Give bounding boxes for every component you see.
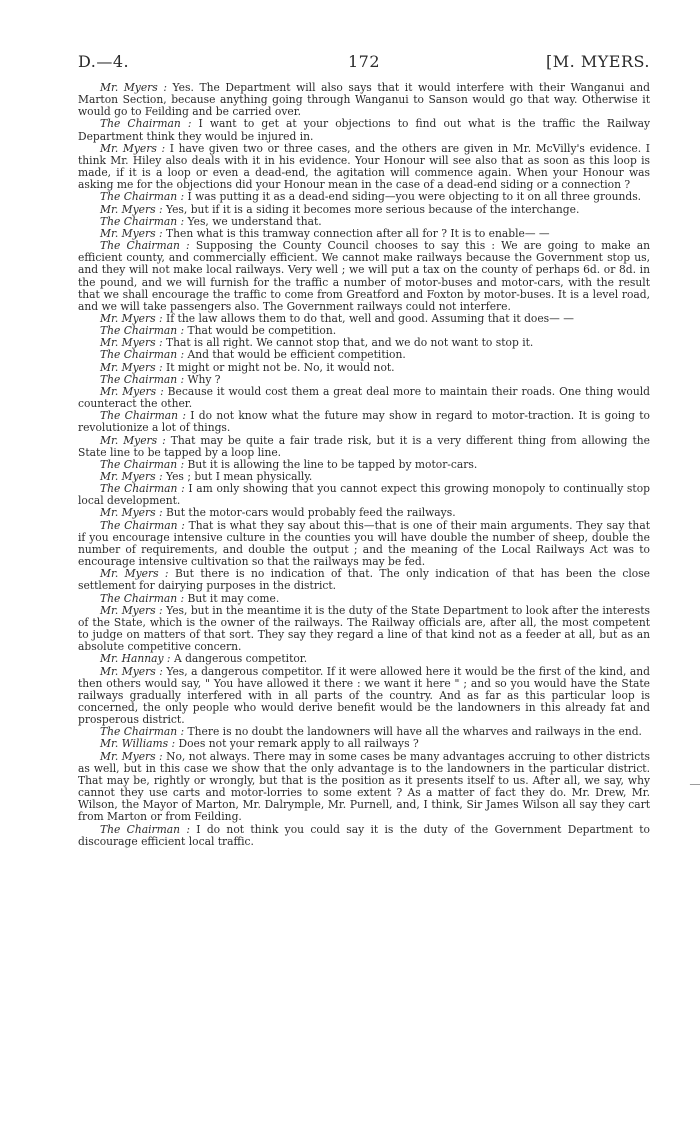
- witness-name: [M. MYERS.: [546, 52, 650, 71]
- paragraph-text: Yes. The Department will also says that it would interfere with their Wanganui and Marton Section, because anything going through Wanganui to Sanson would go that way. Otherwise it would go to Feilding and be carried over.: [78, 81, 650, 119]
- paragraph-text: I do not know what the future may show in regard to motor-traction. It is going to revolutionize a lot of things.: [78, 409, 650, 435]
- paragraph-text: Why ?: [187, 372, 221, 386]
- margin-dash-mark: —: [690, 779, 700, 790]
- paragraph-text: Then what is this tramway connection after all for ? It is to enable— —: [165, 226, 550, 240]
- paragraph-text: But there is no indication of that. The only indication of that has been the close settlement for dairying purposes in the district.: [78, 567, 650, 593]
- speaker: Mr. Myers :: [100, 433, 166, 447]
- speaker: Mr. Myers :: [100, 141, 166, 155]
- speaker: Mr. Myers :: [100, 336, 163, 350]
- speaker: The Chairman :: [100, 409, 186, 423]
- speaker: The Chairman :: [100, 190, 185, 204]
- speaker: Mr. Myers :: [100, 311, 163, 325]
- speaker: The Chairman :: [100, 239, 190, 253]
- paragraph: [78, 386, 650, 410]
- speaker: Mr. Myers :: [100, 603, 163, 617]
- paragraph-text: I have given two or three cases, and the others are given in Mr. McVilly's evidence. I think Mr. Hiley also deals with it in his evidence. Your Honour will see also that as soon as this loop is made, if it is a loop or even a dead-end, the agitation will commence again. When your Honour was asking me for the objections did your Honour mean in the case of a dead-end siding or a connection ?: [78, 141, 650, 192]
- paragraph-text: That may be quite a fair trade risk, but it is a very different thing from allowing the State line to be tapped by a loop line.: [78, 433, 650, 459]
- paragraph: [78, 520, 650, 569]
- paragraph-text: Supposing the County Council chooses to say this : We are going to make an efficient county, and commercially efficient. We cannot make railways because the Government stop us, and they will not make local railways. Very well ; we will put a tax on the county of perhaps 6d. or 8d. in the pound, and we will furnish for the traffic a number of motor-buses and motor-cars, with the result that we shall encourage the traffic to come from Greatford and Foxton by motor-buses. It is a level road, and we will take passengers also. The Government railways could not interfere.: [78, 239, 650, 313]
- paragraph: [78, 435, 650, 459]
- paragraph: [78, 483, 650, 507]
- paragraph: [78, 410, 650, 434]
- paragraph-text: Does not your remark apply to all railways ?: [178, 737, 419, 751]
- transcript-body: [78, 82, 650, 848]
- speaker: The Chairman :: [100, 372, 185, 386]
- paragraph-text: That is what they say about this—that is one of their main arguments. They say that if you encourage intensive culture in the counties you will have double the number of sheep, double the number of requirements, and double the output ; and the meaning of the Local Railways Act was to encourage intensive cultivation so that the railways may be fed.: [78, 518, 650, 569]
- paragraph-text: Yes, but in the meantime it is the duty of the State Department to look after the interests of the State, which is the owner of the railways. The Railway officials are, after all, the most competent to judge on matters of that sort. They say they regard a line of that kind not as a feeder at all, but as an absolute competitive concern.: [78, 603, 650, 654]
- paragraph-text: But it may come.: [187, 591, 280, 605]
- paragraph-text: Yes, a dangerous competitor. If it were allowed here it would be the first of the kind, and then others would say, " You have allowed it there : we want it here " ; and so you would have the State railways gradually interfered with in all parts of the country. And as far as this particular loop is concerned, the only people who would derive benefit would be the landowners in this already fat and prosperous district.: [78, 664, 650, 727]
- speaker: Mr. Williams :: [100, 737, 176, 751]
- paragraph-text: And that would be efficient competition.: [187, 348, 406, 362]
- paragraph-text: It might or might not be. No, it would not.: [165, 360, 395, 374]
- paragraph-text: I am only showing that you cannot expect this growing monopoly to continually stop local development.: [78, 482, 650, 508]
- paragraph-text: If the law allows them to do that, well and good. Assuming that it does— —: [165, 311, 574, 325]
- speaker: Mr. Myers :: [100, 81, 167, 94]
- speaker: Mr. Myers :: [100, 202, 163, 216]
- paragraph-text: Yes, but if it is a siding it becomes more serious because of the interchange.: [165, 202, 580, 216]
- speaker: The Chairman :: [100, 457, 185, 471]
- paragraph-text: No, not always. There may in some cases be many advantages accruing to other districts as well, but in this case we show that the only advantage is to the landowners in the particular district. That may be, rightly or wrongly, but that is the position as it presents itself to us. After all, we say, why cannot they use carts and motor-lorries to some extent ? As a matter of fact they do. Mr. Drew, Mr. Wilson, the Mayor of Marton, Mr. Dalrymple, Mr. Purnell, and, I think, Sir James Wilson all say they cart from Marton or from Feilding.: [78, 749, 651, 824]
- paragraph-text: I want to get at your objections to find out what is the traffic the Railway Department think they would be injured in.: [78, 117, 650, 143]
- paragraph-text: Yes ; but I mean physically.: [165, 470, 313, 483]
- speaker: Mr. Myers :: [100, 360, 163, 374]
- paragraph-text: Because it would cost them a great deal more to maintain their roads. One thing would counteract the other.: [78, 384, 650, 411]
- speaker: The Chairman :: [100, 324, 185, 338]
- speaker: The Chairman :: [100, 822, 190, 836]
- paragraph: [78, 666, 650, 727]
- paragraph: [78, 824, 650, 848]
- paragraph: [78, 568, 650, 592]
- speaker: Mr. Myers :: [100, 749, 163, 763]
- speaker: The Chairman :: [100, 725, 185, 739]
- speaker: The Chairman :: [100, 518, 185, 532]
- page-number: 172: [347, 52, 381, 71]
- speaker: Mr. Myers :: [100, 567, 169, 581]
- speaker: Mr. Myers :: [100, 506, 163, 520]
- speaker: The Chairman :: [100, 214, 185, 228]
- speaker: Mr. Myers :: [100, 470, 163, 483]
- speaker: The Chairman :: [100, 117, 192, 131]
- paragraph-text: I do not think you could say it is the duty of the Government Department to discourage efficient local traffic.: [78, 822, 650, 848]
- speaker: Mr. Myers :: [100, 664, 163, 678]
- speaker: The Chairman :: [100, 482, 185, 496]
- paragraph: [78, 118, 650, 142]
- speaker: The Chairman :: [100, 591, 185, 605]
- paragraph-text: That is all right. We cannot stop that, and we do not want to stop it.: [165, 336, 534, 350]
- paragraph: [78, 82, 650, 118]
- paragraph-text: There is no doubt the landowners will have all the wharves and railways in the end.: [187, 725, 642, 739]
- paragraph-text: That would be competition.: [187, 324, 337, 338]
- paragraph-text: But the motor-cars would probably feed the railways.: [165, 506, 456, 520]
- paragraph-text: Yes, we understand that.: [187, 214, 322, 228]
- speaker: Mr. Hannay :: [100, 652, 171, 666]
- paragraph-text: But it is allowing the line to be tapped by motor-cars.: [187, 457, 478, 471]
- page-header: [78, 52, 650, 82]
- paragraph-text: A dangerous competitor.: [173, 652, 308, 666]
- paragraph: [78, 240, 650, 313]
- speaker: The Chairman :: [100, 348, 185, 362]
- paragraph: [78, 751, 650, 824]
- speaker: Mr. Myers :: [100, 226, 163, 240]
- paragraph-text: I was putting it as a dead-end siding—you were objecting to it on all three grounds.: [187, 190, 642, 204]
- document-reference: D.—4.: [78, 52, 130, 71]
- speaker: Mr. Myers :: [100, 384, 164, 398]
- paragraph: [78, 143, 650, 192]
- paragraph: [78, 605, 650, 654]
